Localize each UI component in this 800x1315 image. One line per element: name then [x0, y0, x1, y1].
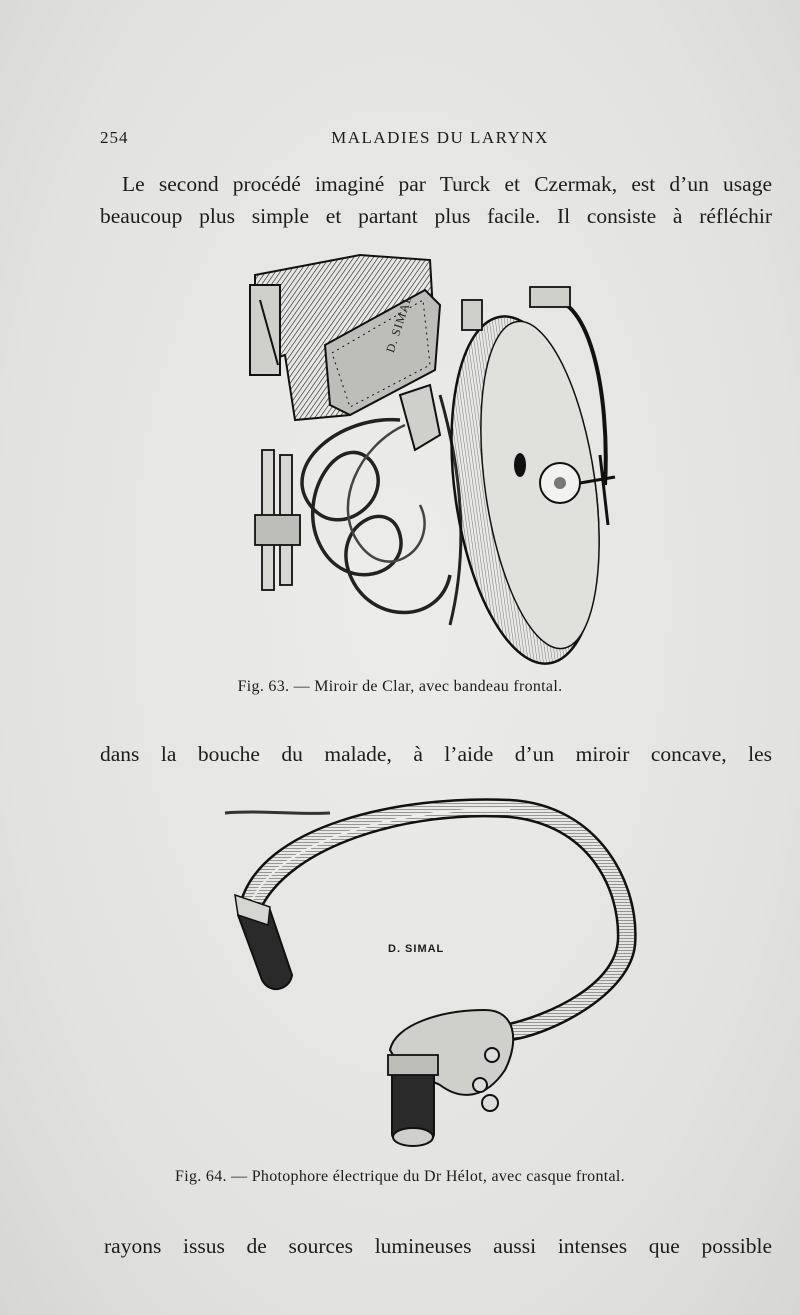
page-header	[100, 128, 780, 154]
figure-64-caption: Fig. 64. — Photophore électrique du Dr Hélot, avec casque frontal.	[175, 1168, 625, 1185]
figure-64-maker-mark: D. SIMAL	[388, 943, 445, 955]
running-title: MALADIES DU LARYNX	[331, 128, 549, 147]
paragraph-3	[104, 1230, 772, 1262]
paragraph-2-line-1: dans la bouche du malade, à l’aide d’un miroir concave, les	[100, 742, 772, 766]
paragraph-1-line-2: beaucoup plus simple et partant plus facile. Il consiste à réfléchir	[100, 204, 772, 228]
paragraph-3-line-1: rayons issus de sources lumineuses aussi intenses que possible	[104, 1234, 772, 1258]
figure-63-clar-mirror-illustration	[240, 245, 630, 665]
figure-63-maker-mark: D. SIMAL	[383, 292, 415, 355]
page-number: 254	[100, 128, 129, 147]
figure-64-electric-photophore-illustration	[220, 785, 660, 1155]
paragraph-1	[100, 168, 772, 232]
figure-63-caption: Fig. 63. — Miroir de Clar, avec bandeau frontal.	[237, 678, 563, 695]
paragraph-1-line-1: Le second procédé imaginé par Turck et Czermak, est d’un usage	[122, 172, 772, 196]
paragraph-2	[100, 738, 772, 770]
